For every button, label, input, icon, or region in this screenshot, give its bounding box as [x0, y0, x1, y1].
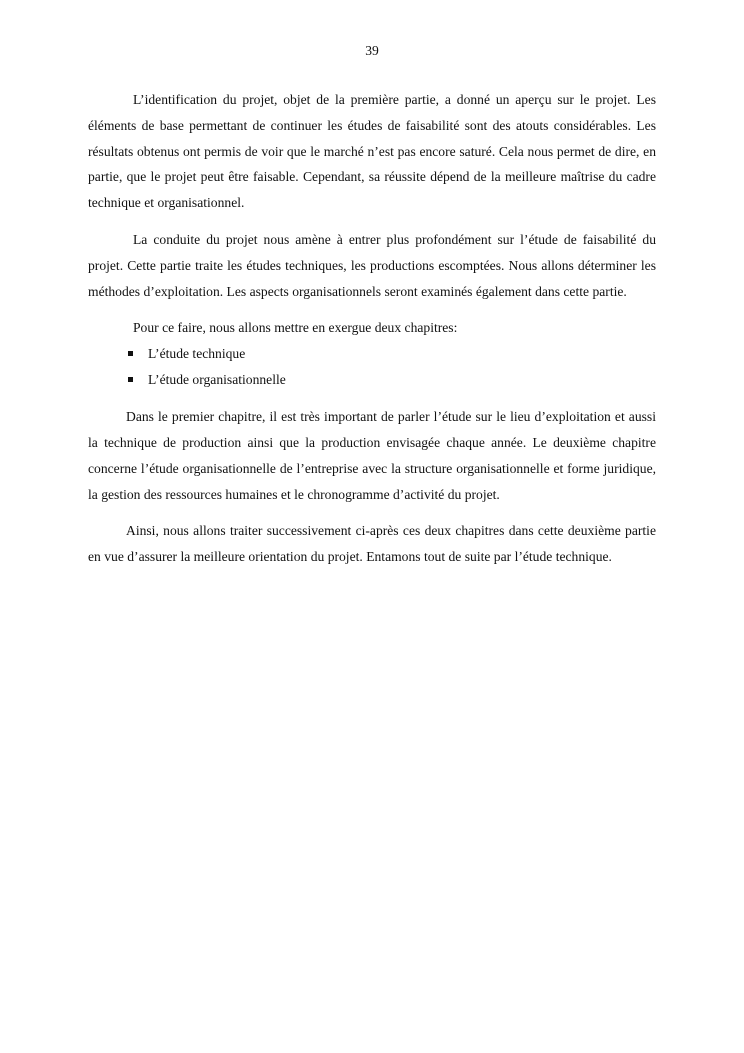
chapter-list: [88, 341, 656, 393]
paragraph-conclusion: Ainsi, nous allons traiter successivement ci-après ces deux chapitres dans cette deuxième partie en vue d’assurer la meilleure orientation du projet. Entamons tout de suite par l’étude technique.: [88, 523, 656, 565]
list-item-label: L’étude technique: [148, 346, 246, 362]
square-bullet-icon: [128, 377, 133, 382]
paragraph-chapters-intro: Pour ce faire, nous allons mettre en exergue deux chapitres:: [133, 320, 458, 336]
square-bullet-icon: [128, 351, 133, 356]
paragraph-project-conduct: La conduite du projet nous amène à entrer plus profondément sur l’étude de faisabilité du projet. Cette partie traite les études techniques, les productions escomptées. Nous allons déterminer les méthodes d’exploitation. Les aspects organisationnels seront examinés également dans cette partie.: [88, 231, 656, 299]
page-content: [88, 87, 656, 581]
page-number: 39: [365, 43, 379, 58]
paragraph-introduction: L’identification du projet, objet de la première partie, a donné un aperçu sur le projet. Les éléments de base permettant de continuer les études de faisabilité sont des atouts considérables. Les résultats obtenus ont permis de voir que le marché n’est pas encore saturé. Cela nous permet de dire, en partie, que le projet peut être faisable. Cependant, sa réussite dépend de la meilleure maîtrise du cadre technique et organisationnel.: [88, 92, 656, 211]
list-item-label: L’étude organisationnelle: [148, 372, 286, 388]
list-item: [88, 341, 656, 367]
list-item: [88, 367, 656, 393]
paragraph-first-chapter: Dans le premier chapitre, il est très important de parler l’étude sur le lieu d’exploitation et aussi la technique de production ainsi que la production envisagée chaque année. Le deuxième chapitre concerne l’étude organisationnelle de l’entreprise avec la structure organisationnelle et forme juridique, la gestion des ressources humaines et le chronogramme d’activité du projet.: [88, 409, 656, 502]
